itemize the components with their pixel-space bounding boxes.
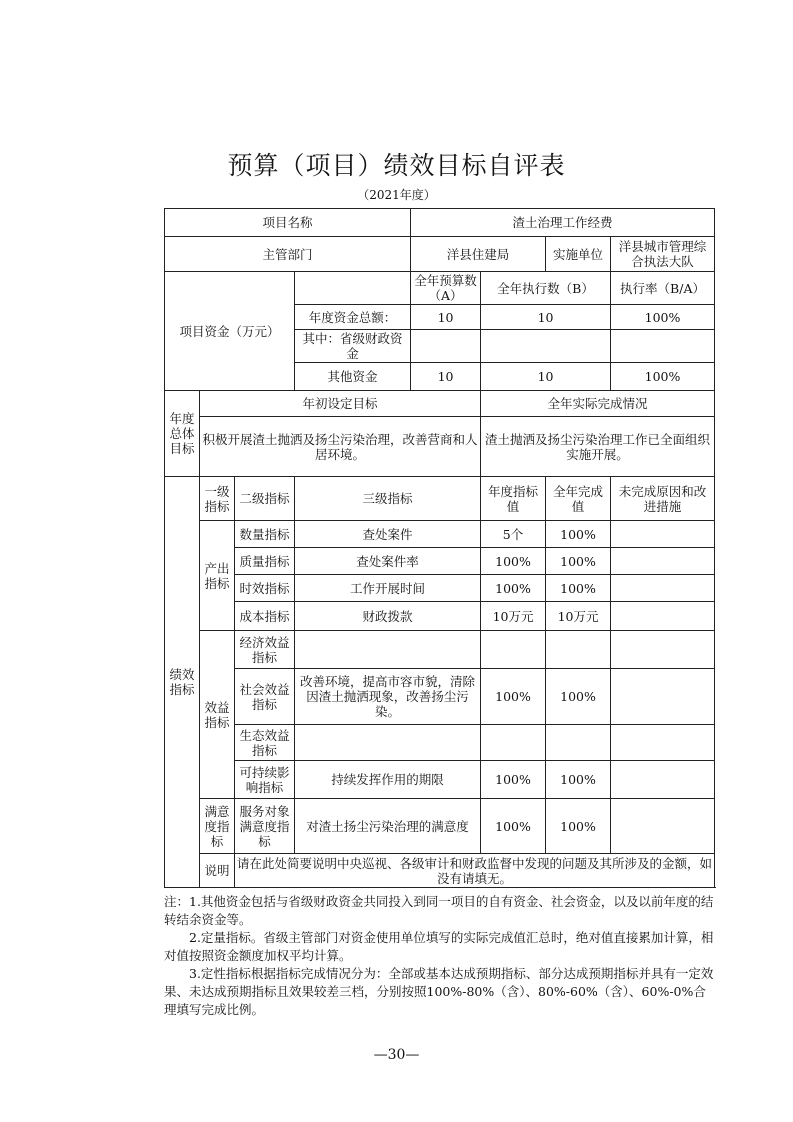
funds-row-plan: 10 bbox=[411, 305, 481, 330]
goals-set-label: 年初设定目标 bbox=[200, 391, 481, 417]
funds-row-exec: 10 bbox=[481, 363, 611, 391]
note-item: 3.定性指标根据指标完成情况分为：全部或基本达成预期指标、部分达成预期指标并具有一定效果、未达成预期指标且效果较差三档，分别按照100%-80%（含）、80%-60%（含）、60%-0%合理填写完成比例。 bbox=[164, 966, 714, 1017]
header-l2: 二级指标 bbox=[235, 477, 295, 521]
header-l1: 一级指标 bbox=[200, 477, 235, 521]
indicator-done: 100% bbox=[546, 799, 611, 854]
impl-label: 实施单位 bbox=[546, 237, 611, 272]
output-indicator-label: 产出指标 bbox=[200, 521, 235, 631]
indicator-l3: 持续发挥作用的期限 bbox=[295, 761, 481, 799]
indicator-target: 100% bbox=[481, 575, 546, 602]
satisfaction-indicator-label: 满意度指标 bbox=[200, 799, 235, 854]
indicator-reason bbox=[611, 669, 715, 725]
indicator-l2: 质量指标 bbox=[235, 548, 295, 575]
goals-label: 年度总体目标 bbox=[165, 391, 200, 477]
indicator-done: 100% bbox=[546, 575, 611, 602]
indicator-done bbox=[546, 631, 611, 669]
page-number: —30— bbox=[373, 1047, 420, 1063]
page-title: 预算（项目）绩效目标自评表 bbox=[227, 151, 566, 180]
project-name-value: 渣土治理工作经费 bbox=[411, 209, 715, 237]
funds-row-label: 其中：省级财政资金 bbox=[295, 330, 411, 363]
funds-col-rate: 执行率（B/A） bbox=[611, 272, 715, 305]
explain-label: 说明 bbox=[200, 854, 235, 888]
indicator-l3: 查处案件 bbox=[295, 521, 481, 548]
indicator-reason bbox=[611, 799, 715, 854]
indicator-done: 10万元 bbox=[546, 602, 611, 631]
goals-actual-label: 全年实际完成情况 bbox=[481, 391, 715, 417]
header-target: 年度指标值 bbox=[481, 477, 546, 521]
funds-header-blank bbox=[295, 272, 411, 305]
indicator-done: 100% bbox=[546, 521, 611, 548]
indicator-target bbox=[481, 725, 546, 761]
goals-actual-text: 渣土抛洒及扬尘污染治理工作已全面组织实施开展。 bbox=[481, 417, 715, 477]
indicator-target: 100% bbox=[481, 761, 546, 799]
indicator-l2: 服务对象满意度指标 bbox=[235, 799, 295, 854]
indicator-l2: 时效指标 bbox=[235, 575, 295, 602]
funds-row-plan bbox=[411, 330, 481, 363]
indicator-l2: 生态效益指标 bbox=[235, 725, 295, 761]
effect-indicator-label: 效益指标 bbox=[200, 631, 235, 799]
funds-col-plan: 全年预算数（A） bbox=[411, 272, 481, 305]
indicator-done: 100% bbox=[546, 669, 611, 725]
indicator-reason bbox=[611, 725, 715, 761]
funds-row-rate bbox=[611, 330, 715, 363]
funds-row-label: 年度资金总额： bbox=[295, 305, 411, 330]
header-done: 全年完成值 bbox=[546, 477, 611, 521]
indicator-reason bbox=[611, 521, 715, 548]
year-subtitle: （2021年度） bbox=[357, 188, 436, 202]
indicators-label: 绩效指标 bbox=[165, 477, 200, 888]
indicator-l2: 经济效益指标 bbox=[235, 631, 295, 669]
indicator-l3: 改善环境，提高市容市貌，清除因渣土抛洒现象，改善扬尘污染。 bbox=[295, 669, 481, 725]
indicator-l2: 数量指标 bbox=[235, 521, 295, 548]
funds-row-rate: 100% bbox=[611, 363, 715, 391]
indicator-reason bbox=[611, 631, 715, 669]
indicator-l3: 查处案件率 bbox=[295, 548, 481, 575]
funds-label: 项目资金（万元） bbox=[165, 272, 295, 391]
indicator-target: 100% bbox=[481, 799, 546, 854]
indicator-target: 10万元 bbox=[481, 602, 546, 631]
indicator-target: 5个 bbox=[481, 521, 546, 548]
indicator-reason bbox=[611, 548, 715, 575]
indicator-done: 100% bbox=[546, 548, 611, 575]
indicator-reason bbox=[611, 761, 715, 799]
indicator-done: 100% bbox=[546, 761, 611, 799]
funds-row-exec: 10 bbox=[481, 305, 611, 330]
impl-value: 洋县城市管理综合执法大队 bbox=[611, 237, 715, 272]
indicator-reason bbox=[611, 602, 715, 631]
indicator-l3 bbox=[295, 725, 481, 761]
dept-label: 主管部门 bbox=[165, 237, 411, 272]
notes bbox=[164, 893, 714, 1019]
project-name-label: 项目名称 bbox=[165, 209, 411, 237]
indicator-l3: 财政拨款 bbox=[295, 602, 481, 631]
indicator-l2: 成本指标 bbox=[235, 602, 295, 631]
note-item: 2.定量指标。省级主管部门对资金使用单位填写的实际完成值汇总时，绝对值直接累加计算，相对值按照资金额度加权平均计算。 bbox=[164, 930, 714, 963]
indicator-l3: 工作开展时间 bbox=[295, 575, 481, 602]
indicator-done bbox=[546, 725, 611, 761]
goals-set-text: 积极开展渣土抛洒及扬尘污染治理，改善营商和人居环境。 bbox=[200, 417, 481, 477]
indicator-target bbox=[481, 631, 546, 669]
dept-value: 洋县住建局 bbox=[411, 237, 546, 272]
funds-row-exec bbox=[481, 330, 611, 363]
funds-row-plan: 10 bbox=[411, 363, 481, 391]
note-item: 注：1.其他资金包括与省级财政资金共同投入到同一项目的自有资金、社会资金，以及以前年度的结转结余资金等。 bbox=[164, 894, 714, 927]
explain-text: 请在此处简要说明中央巡视、各级审计和财政监督中发现的问题及其所涉及的金额，如没有请填无。 bbox=[235, 854, 715, 888]
header-l3: 三级指标 bbox=[295, 477, 481, 521]
indicator-reason bbox=[611, 575, 715, 602]
indicator-l3: 对渣土扬尘污染治理的满意度 bbox=[295, 799, 481, 854]
indicator-target: 100% bbox=[481, 669, 546, 725]
header-reason: 未完成原因和改进措施 bbox=[611, 477, 715, 521]
evaluation-table bbox=[164, 208, 715, 888]
indicator-target: 100% bbox=[481, 548, 546, 575]
indicator-l3 bbox=[295, 631, 481, 669]
indicator-l2: 可持续影响指标 bbox=[235, 761, 295, 799]
indicator-l2: 社会效益指标 bbox=[235, 669, 295, 725]
funds-row-rate: 100% bbox=[611, 305, 715, 330]
funds-col-exec: 全年执行数（B） bbox=[481, 272, 611, 305]
funds-row-label: 其他资金 bbox=[295, 363, 411, 391]
